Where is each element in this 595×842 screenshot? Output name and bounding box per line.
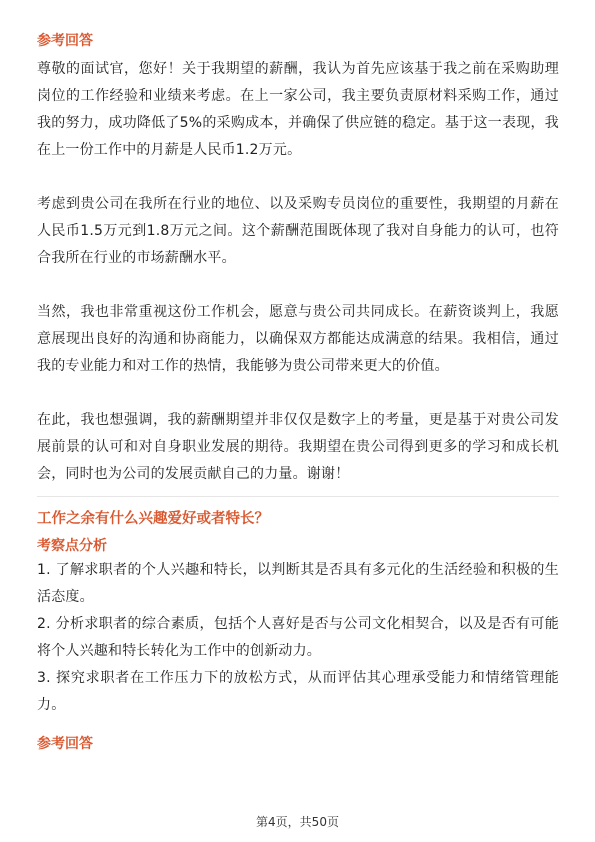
document-page — [37, 30, 559, 755]
analysis-heading: 考察点分析 — [37, 538, 107, 554]
answer-paragraph: 在此，我也想强调，我的薪酬期望并非仅仅是数字上的考量，更是基于对贵公司发展前景的认可和对自身职业发展的期待。我期望在贵公司得到更多的学习和成长机会，同时也为公司的发展贡献自己的力量。谢谢！ — [37, 412, 559, 482]
question-title: 工作之余有什么兴趣爱好或者特长？ — [37, 511, 269, 527]
page-number: 第4页，共50页 — [256, 815, 339, 829]
reference-answer-heading: 参考回答 — [37, 736, 93, 752]
analysis-item: 3. 探究求职者在工作压力下的放松方式，从而评估其心理承受能力和情绪管理能力。 — [37, 670, 559, 713]
reference-answer-heading: 参考回答 — [37, 33, 93, 49]
analysis-item: 2. 分析求职者的综合素质，包括个人喜好是否与公司文化相契合，以及是否有可能将个人兴趣和特长转化为工作中的创新动力。 — [37, 616, 559, 659]
section-divider — [37, 496, 559, 497]
answer-paragraph: 当然，我也非常重视这份工作机会，愿意与贵公司共同成长。在薪资谈判上，我愿意展现出良好的沟通和协商能力，以确保双方都能达成满意的结果。我相信，通过我的专业能力和对工作的热情，我能够为贵公司带来更大的价值。 — [37, 304, 559, 374]
answer-paragraph: 尊敬的面试官，您好！关于我期望的薪酬，我认为首先应该基于我之前在采购助理岗位的工作经验和业绩来考虑。在上一家公司，我主要负责原材料采购工作，通过我的努力，成功降低了5%的采购成本，并确保了供应链的稳定。基于这一表现，我在上一份工作中的月薪是人民币1.2万元。 — [37, 61, 559, 158]
analysis-item: 1. 了解求职者的个人兴趣和特长，以判断其是否具有多元化的生活经验和积极的生活态度。 — [37, 562, 559, 605]
answer-paragraph: 考虑到贵公司在我所在行业的地位、以及采购专员岗位的重要性，我期望的月薪在人民币1.5万元到1.8万元之间。这个薪酬范围既体现了我对自身能力的认可，也符合我所在行业的市场薪酬水平。 — [37, 196, 559, 266]
